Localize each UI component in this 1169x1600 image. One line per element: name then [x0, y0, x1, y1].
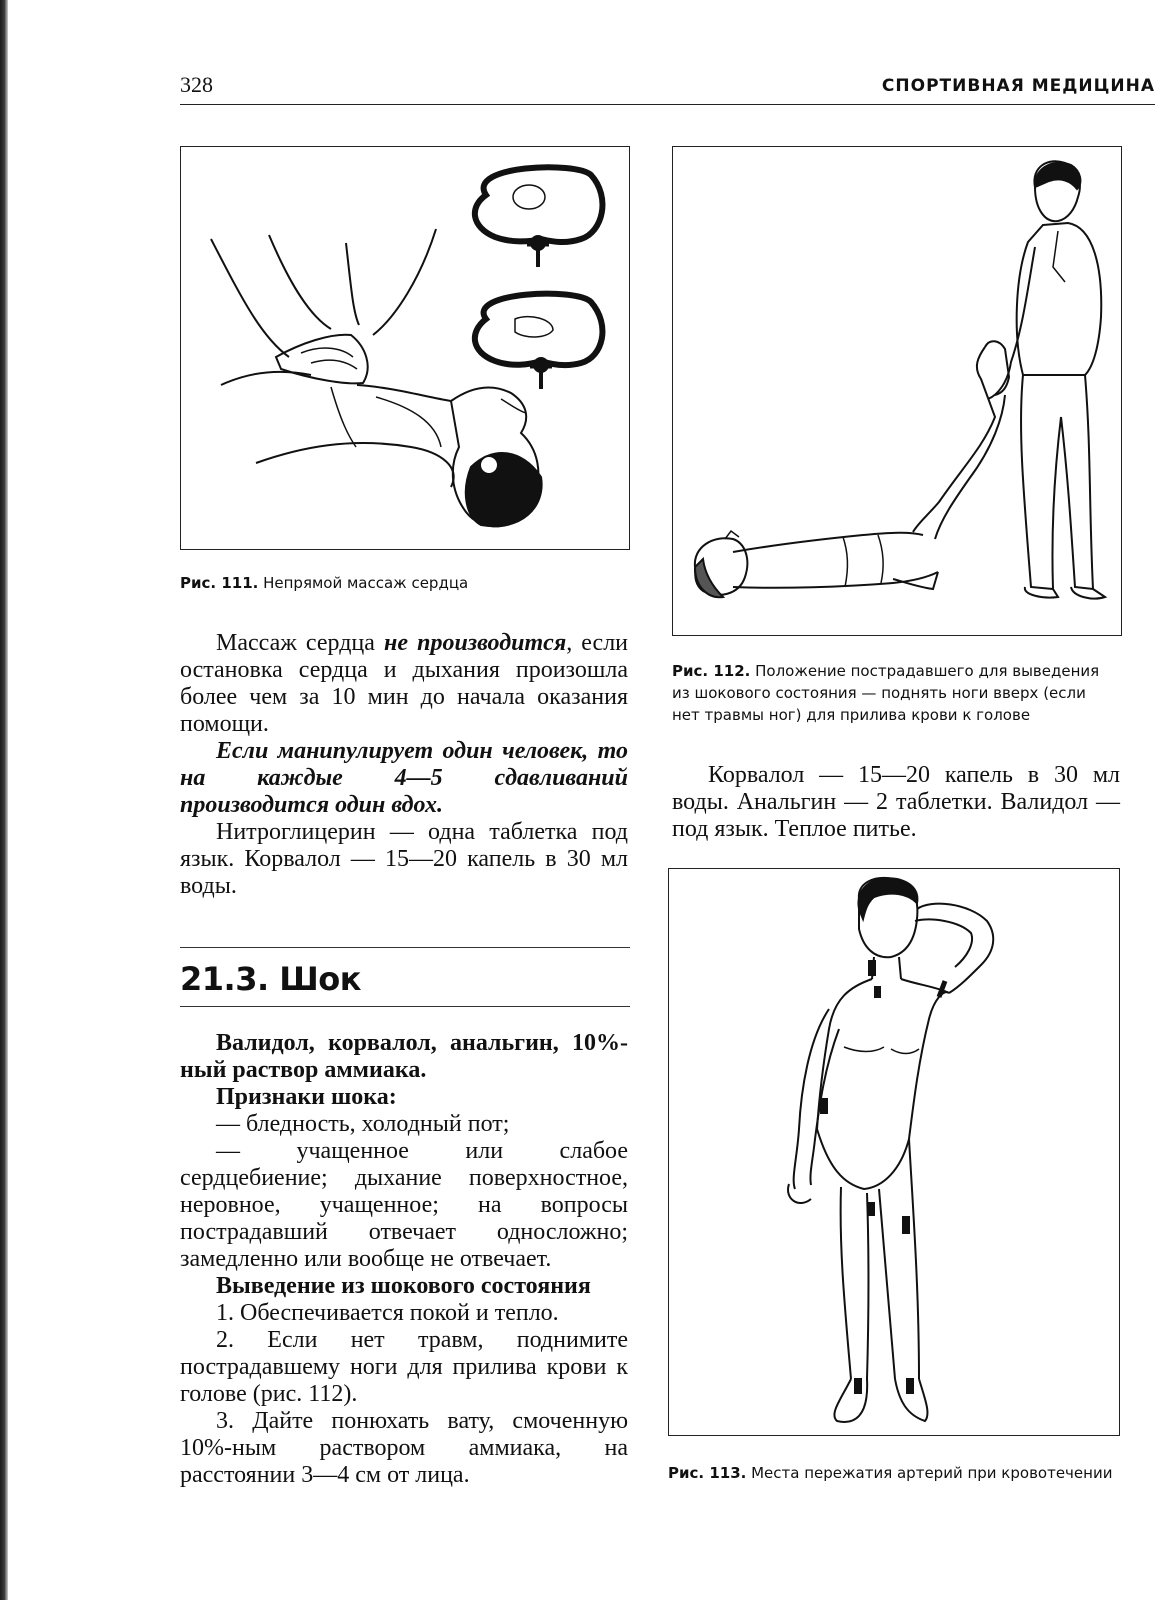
p1-start: Массаж сердца — [216, 630, 385, 656]
figure-111-caption-text: Непрямой массаж сердца — [263, 574, 469, 592]
figure-112-label: Рис. 112. — [672, 662, 751, 680]
shock-position-drawing — [673, 147, 1121, 635]
paragraph-nitroglycerin: Нитроглицерин — одна таблетка под язык. Корвалол — 15—20 капель в 30 мл воды. — [180, 819, 628, 899]
section-title: 21.3. Шок — [180, 960, 361, 998]
shock-section-text — [180, 1030, 628, 1489]
figure-112-caption-line-3: нет травмы ног) для прилива крови к голове — [672, 706, 1031, 724]
figure-111-caption — [180, 572, 640, 594]
figure-111-cpr-illustration — [180, 146, 630, 550]
shock-signs-heading: Признаки шока: — [216, 1084, 397, 1110]
shock-step-1: 1. Обеспечивается покой и тепло. — [216, 1300, 559, 1326]
shock-sign-2: — учащенное или слабое сердцебиение; дыхание поверхностное, неровное, учащенное; на вопросы пострадавший отвечает односложно; замедленно или вообще не отвечает. — [180, 1138, 628, 1272]
shock-step-2: 2. Если нет травм, поднимите пострадавшему ноги для прилива крови к голове (рис. 112). — [180, 1327, 628, 1407]
figure-113-artery-pressure-points — [668, 868, 1120, 1436]
figure-112-caption-line-1 — [672, 660, 1142, 682]
figure-113-label: Рис. 113. — [668, 1464, 747, 1482]
figure-112-shock-position-illustration — [672, 146, 1122, 636]
shock-drugs: Валидол, корвалол, анальгин, 10%-ный раствор аммиака. — [180, 1030, 628, 1083]
figure-112-caption-line-2: из шокового состояния — поднять ноги вверх (если — [672, 684, 1086, 702]
artery-points-drawing — [669, 869, 1119, 1435]
figure-111-label: Рис. 111. — [180, 574, 259, 592]
shock-recovery-heading: Выведение из шокового состояния — [216, 1273, 591, 1299]
section-heading-shock — [180, 947, 630, 1007]
p1-emphasis: не производится — [384, 630, 567, 656]
p1-end: , если остановка сердца и дыхания произошла более чем за 10 мин до начала оказания помощи. — [180, 630, 629, 737]
cpr-drawing — [181, 147, 629, 549]
left-column-intro-text — [180, 630, 628, 900]
paragraph-corvalol: Корвалол — 15—20 капель в 30 мл воды. Анальгин — 2 таблетки. Валидол — под язык. Теплое питье. — [672, 762, 1120, 842]
paragraph-massage — [180, 630, 628, 738]
running-title: СПОРТИВНАЯ МЕДИЦИНА — [881, 76, 1155, 96]
figure-113-caption — [668, 1462, 1148, 1484]
shock-step-3: 3. Дайте понюхать вату, смоченную 10%-ным раствором аммиака, на расстоянии 3—4 см от лица. — [180, 1408, 628, 1488]
figure-113-caption-text: Места пережатия артерий при кровотечении — [751, 1464, 1113, 1482]
figure-112-caption — [672, 660, 1142, 726]
page-header — [180, 70, 1155, 105]
right-column-text — [672, 762, 1120, 843]
figure-112-caption-line-1-text: Положение пострадавшего для выведения — [755, 662, 1100, 680]
book-spine-shadow — [0, 0, 8, 1600]
page-number: 328 — [180, 72, 213, 97]
paragraph-one-rescuer: Если манипулирует один человек, то на каждые 4—5 сдавливаний производится один вдох. — [180, 738, 628, 818]
shock-sign-1: — бледность, холодный пот; — [216, 1111, 510, 1137]
